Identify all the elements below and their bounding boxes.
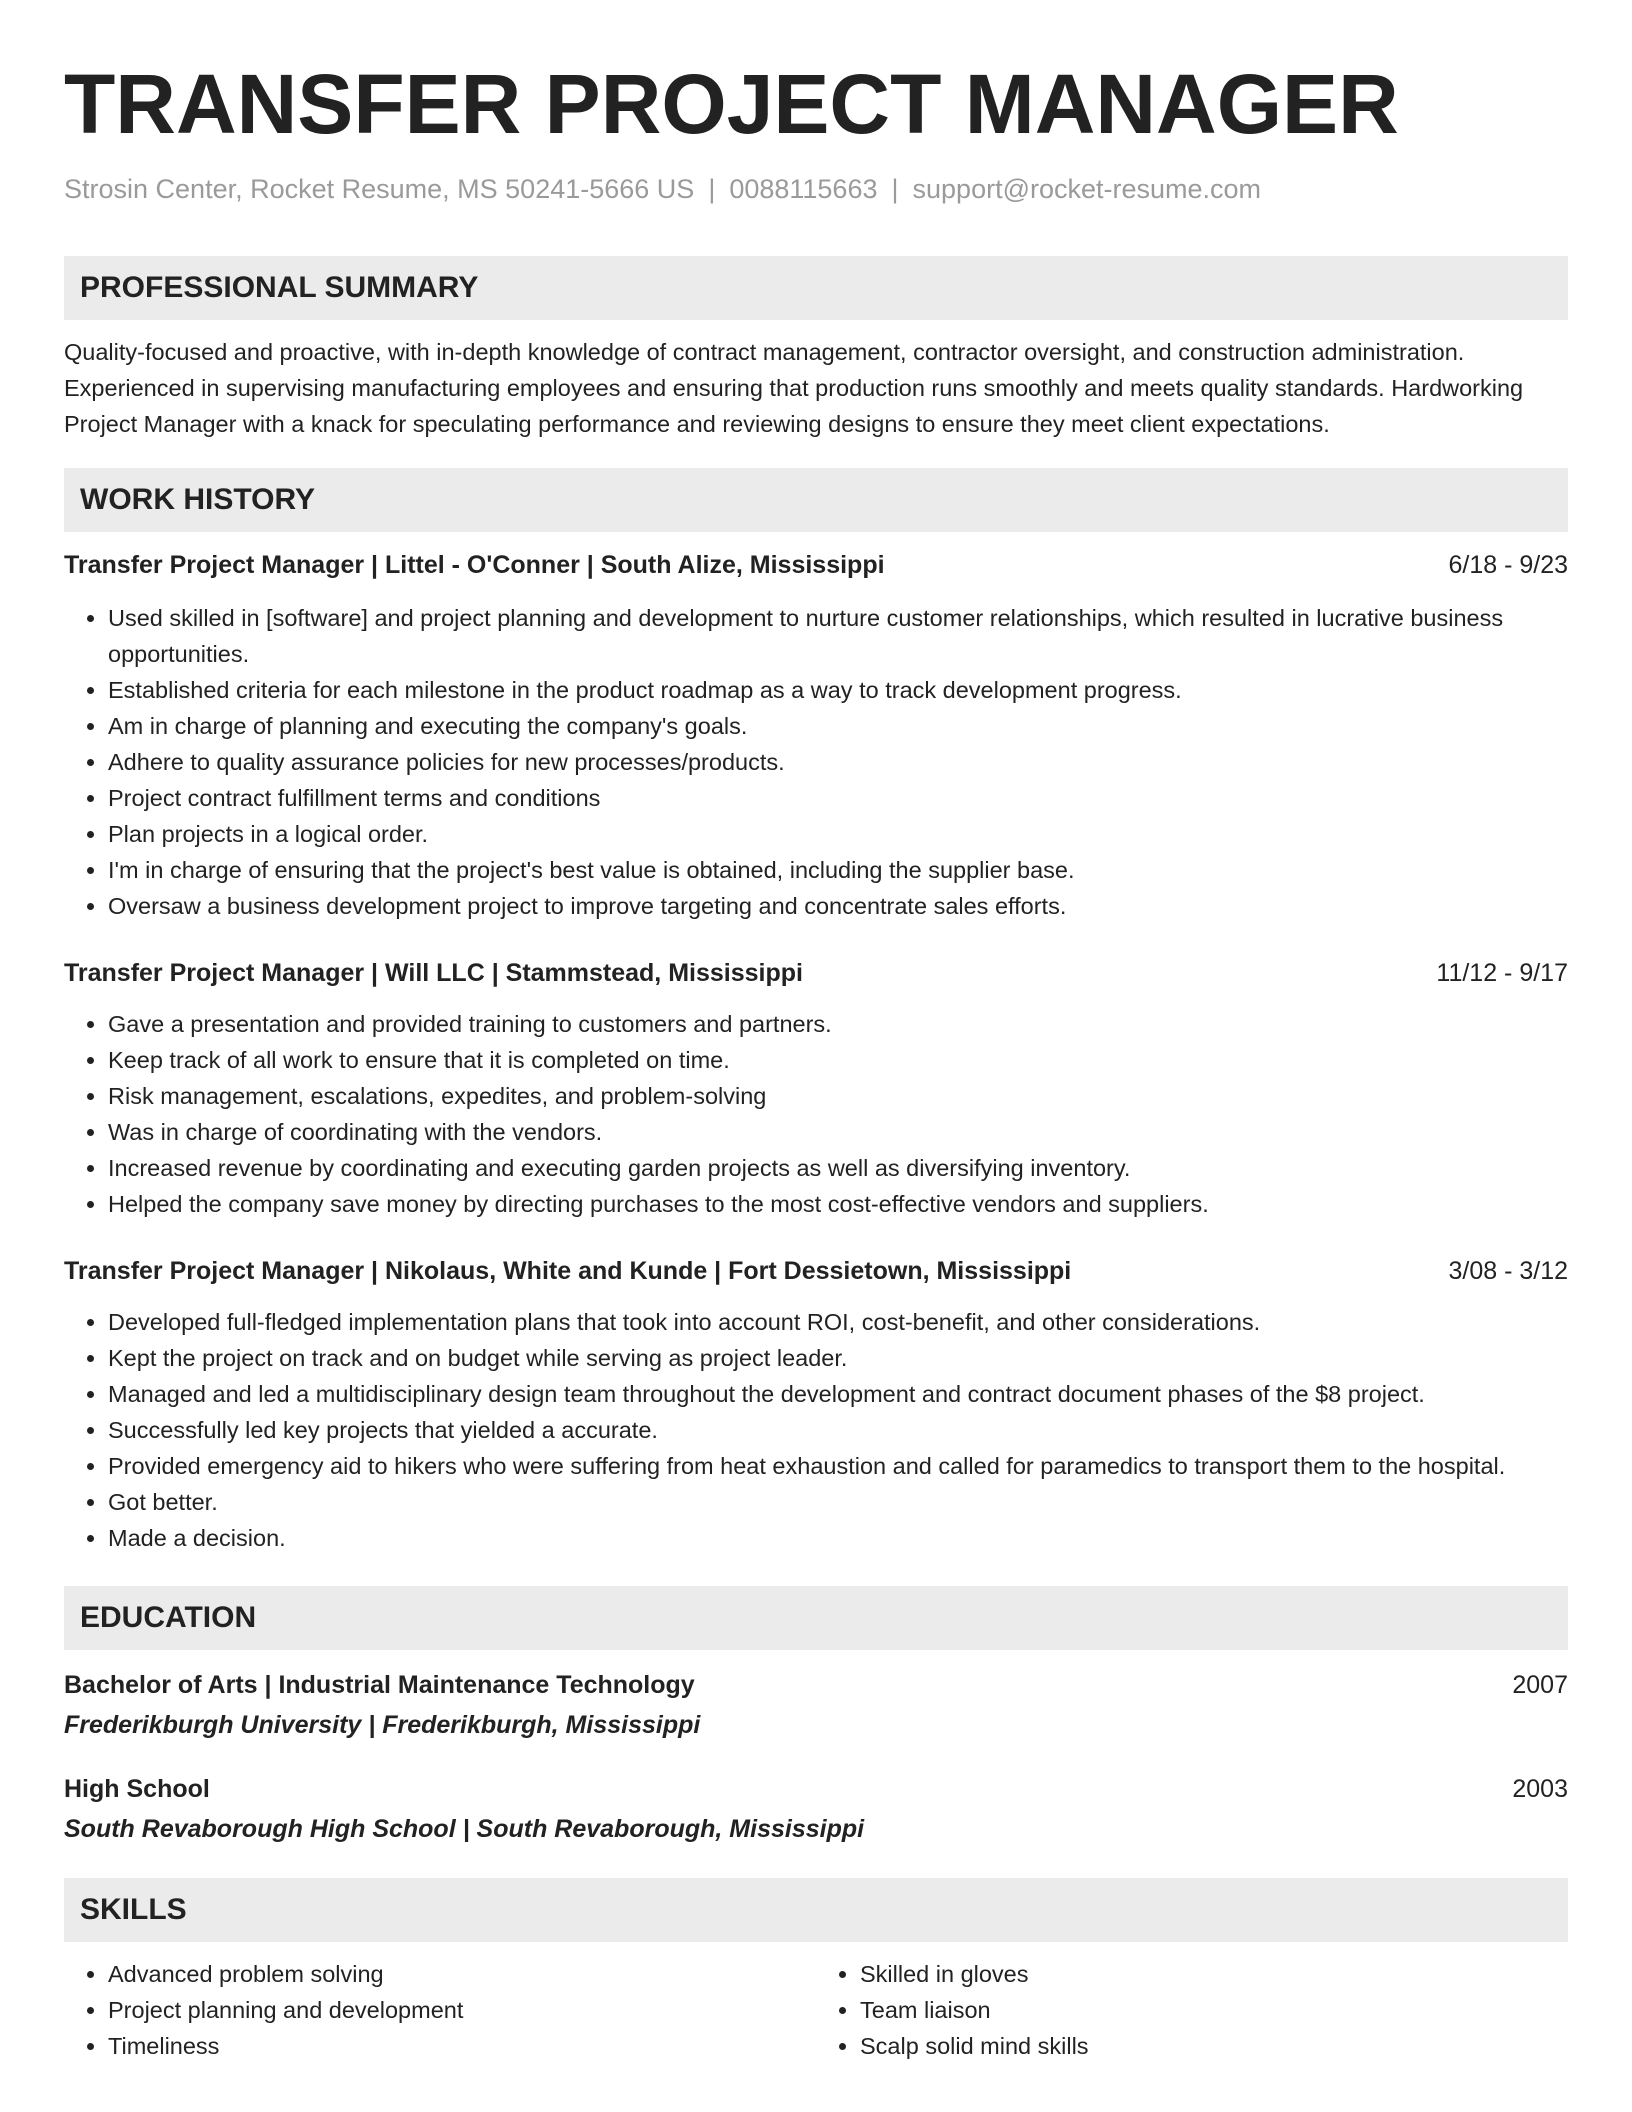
- job-header: [64, 956, 1568, 990]
- education-school: South Revaborough High School | South Revaborough, Mississippi: [64, 1815, 865, 1843]
- job-bullet: • Increased revenue by coordinating and executing garden projects as well as diversifying inventory.: [108, 1150, 1568, 1186]
- education-degree: High School: [64, 1775, 210, 1803]
- job-title: Transfer Project Manager | Littel - O'Conner | South Alize, Mississippi: [64, 551, 885, 579]
- job-bullet: • Keep track of all work to ensure that it is completed on time.: [108, 1042, 1568, 1078]
- job-bullet: • Project contract fulfillment terms and conditions: [108, 780, 1568, 816]
- contact-line: [64, 172, 1568, 206]
- education-header: [64, 1668, 1568, 1702]
- job-entry: [64, 548, 1568, 924]
- candidate-name: TRANSFER PROJECT MANAGER: [64, 57, 1399, 151]
- job-entry: [64, 1254, 1568, 1556]
- job-bullet: • Risk management, escalations, expedites, and problem-solving: [108, 1078, 1568, 1114]
- section-header-skills: SKILLS: [64, 1878, 1568, 1942]
- skills-list: [64, 1956, 1568, 2066]
- job-bullet: • Oversaw a business development project to improve targeting and concentrate sales efforts.: [108, 888, 1568, 924]
- job-bullet: • Was in charge of coordinating with the vendors.: [108, 1114, 1568, 1150]
- skill-item: • Timeliness: [108, 2028, 816, 2064]
- education-header: [64, 1772, 1568, 1806]
- job-bullet: • Successfully led key projects that yielded a accurate.: [108, 1412, 1568, 1448]
- job-bullets: [64, 1304, 1568, 1556]
- contact-phone: 0088115663: [729, 174, 878, 204]
- education-degree: Bachelor of Arts | Industrial Maintenance Technology: [64, 1671, 695, 1699]
- contact-separator: |: [891, 174, 899, 204]
- job-bullet: • Provided emergency aid to hikers who were suffering from heat exhaustion and called for paramedics to transport them to the hospital.: [108, 1448, 1568, 1484]
- skill-item: • Scalp solid mind skills: [860, 2028, 1568, 2064]
- job-bullet: • I'm in charge of ensuring that the project's best value is obtained, including the supplier base.: [108, 852, 1568, 888]
- contact-separator: |: [708, 174, 716, 204]
- job-bullets: [64, 1006, 1568, 1222]
- skill-item: • Project planning and development: [108, 1992, 816, 2028]
- education-entry: [64, 1772, 1568, 1846]
- job-bullet: • Made a decision.: [108, 1520, 1568, 1556]
- skills-column-right: [816, 1956, 1568, 2066]
- job-bullet: • Got better.: [108, 1484, 1568, 1520]
- education-entry: [64, 1668, 1568, 1742]
- job-bullet: • Established criteria for each milestone in the product roadmap as a way to track development progress.: [108, 672, 1568, 708]
- skills-column-left: [64, 1956, 816, 2066]
- section-header-work-history: WORK HISTORY: [64, 468, 1568, 532]
- job-bullet: • Developed full-fledged implementation plans that took into account ROI, cost-benefit, and other considerations.: [108, 1304, 1568, 1340]
- contact-email: support@rocket-resume.com: [912, 174, 1262, 204]
- summary-text: Quality-focused and proactive, with in-depth knowledge of contract management, contractor oversight, and construction administration. Experienced in supervising manufacturing employees and ensuring that production runs smoothly and meets quality standards. Hardworking Project Manager with a knack for speculating performance and reviewing designs to ensure they meet client expectations.: [64, 339, 1524, 437]
- job-bullet: • Managed and led a multidisciplinary design team throughout the development and contract document phases of the $8 project.: [108, 1376, 1568, 1412]
- job-entry: [64, 956, 1568, 1222]
- contact-address: Strosin Center, Rocket Resume, MS 50241-5666 US: [64, 174, 695, 204]
- section-header-education: EDUCATION: [64, 1586, 1568, 1650]
- skill-item: • Advanced problem solving: [108, 1956, 816, 1992]
- education-school: Frederikburgh University | Frederikburgh, Mississippi: [64, 1711, 701, 1739]
- job-title: Transfer Project Manager | Will LLC | Stammstead, Mississippi: [64, 959, 803, 987]
- job-bullet: • Am in charge of planning and executing the company's goals.: [108, 708, 1568, 744]
- job-bullets: [64, 600, 1568, 924]
- job-bullet: • Kept the project on track and on budget while serving as project leader.: [108, 1340, 1568, 1376]
- job-bullet: • Plan projects in a logical order.: [108, 816, 1568, 852]
- job-header: [64, 1254, 1568, 1288]
- job-bullet: • Used skilled in [software] and project planning and development to nurture customer relationships, which resulted in lucrative business opportunities.: [108, 600, 1568, 672]
- education-year: 2007: [1512, 1671, 1568, 1699]
- job-bullet: • Helped the company save money by directing purchases to the most cost-effective vendors and suppliers.: [108, 1186, 1568, 1222]
- skill-item: • Skilled in gloves: [860, 1956, 1568, 1992]
- job-dates: 3/08 - 3/12: [1448, 1257, 1568, 1285]
- job-dates: 6/18 - 9/23: [1448, 551, 1568, 579]
- resume-page: [64, 0, 1568, 2066]
- job-title: Transfer Project Manager | Nikolaus, White and Kunde | Fort Dessietown, Mississippi: [64, 1257, 1072, 1285]
- section-header-summary: PROFESSIONAL SUMMARY: [64, 256, 1568, 320]
- skill-item: • Team liaison: [860, 1992, 1568, 2028]
- job-dates: 11/12 - 9/17: [1436, 959, 1568, 987]
- job-bullet: • Adhere to quality assurance policies for new processes/products.: [108, 744, 1568, 780]
- job-header: [64, 548, 1568, 582]
- job-bullet: • Gave a presentation and provided training to customers and partners.: [108, 1006, 1568, 1042]
- education-year: 2003: [1512, 1775, 1568, 1803]
